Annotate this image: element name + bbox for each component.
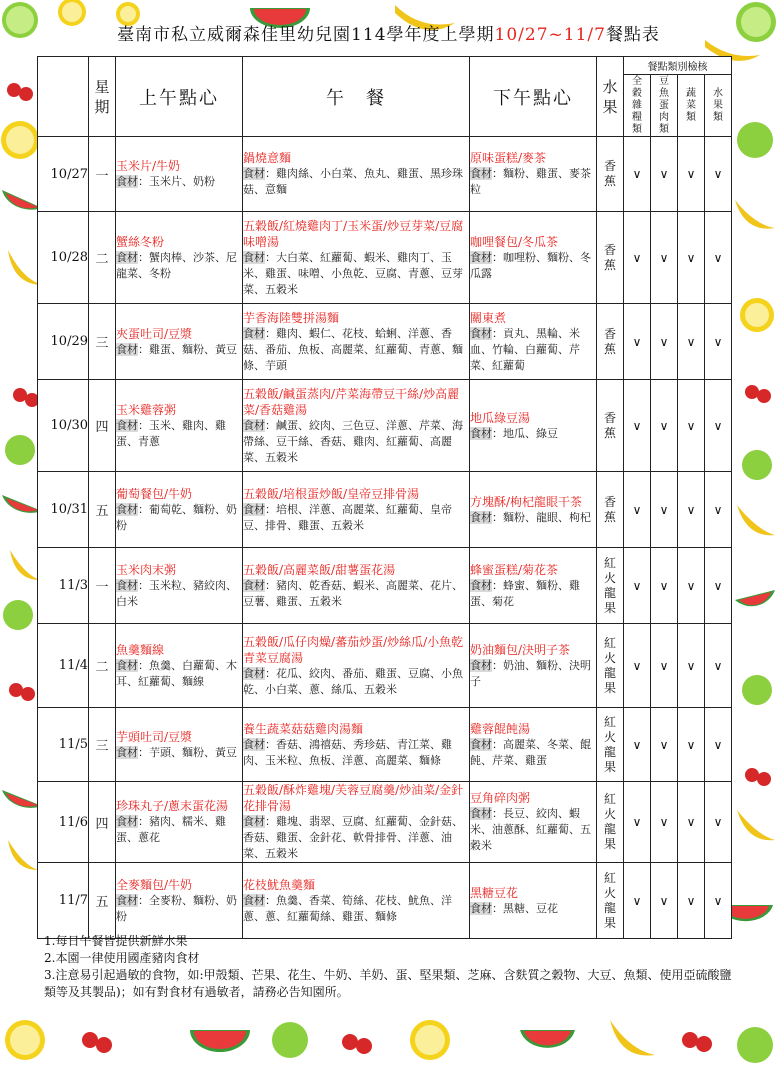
cherry-icon [745, 768, 771, 786]
banana-icon [610, 1020, 655, 1056]
ingredient-label: 食材 [470, 326, 492, 340]
morning-snack-cell [116, 212, 243, 304]
fruit-cell: 紅火龍果 [597, 863, 624, 939]
date-cell: 11/6 [38, 782, 89, 863]
cherry-icon [9, 683, 35, 701]
check-grains: ∨ [624, 212, 651, 304]
header-check-group: 餐點類別檢核 [624, 57, 732, 75]
banana-icon [737, 505, 775, 535]
table-row [38, 304, 732, 380]
check-grains: ∨ [624, 863, 651, 939]
morning-ingredients: 食材：玉米粒、豬絞肉、白米 [116, 578, 237, 608]
morning-dish: 蟹絲冬粉 [116, 234, 165, 249]
table-row [38, 708, 732, 782]
lunch-cell [243, 708, 470, 782]
lunch-ingredients: 食材：魚羹、香菜、筍絲、花枝、魷魚、洋蔥、蔥、紅蘿蔔絲、雞蛋、麵條 [243, 893, 452, 923]
afternoon-ingredients: 食材：黑糖、豆花 [470, 901, 558, 915]
ingredient-label: 食材 [243, 167, 265, 180]
ingredient-label: 食材 [116, 745, 138, 759]
afternoon-snack-cell [470, 472, 597, 548]
check-fruit: ∨ [705, 137, 732, 212]
lunch-ingredients: 食材：香菇、鴻禧菇、秀珍菇、青江菜、雞肉、玉米粒、魚板、洋蔥、高麗菜、麵條 [243, 737, 452, 767]
header-check-fruit: 水果類 [705, 75, 732, 137]
check-protein: ∨ [651, 304, 678, 380]
lunch-dish: 芋香海陸雙拼湯麵 [243, 310, 340, 325]
title-suffix: 餐點表 [605, 25, 660, 45]
morning-ingredients: 食材：葡萄乾、麵粉、奶粉 [116, 502, 237, 532]
watermelon-icon [520, 1030, 575, 1048]
banana-icon [8, 840, 38, 870]
weekday-cell: 一 [89, 548, 116, 624]
ingredient-label: 食材 [116, 175, 138, 188]
afternoon-snack-cell [470, 782, 597, 863]
morning-snack-cell [116, 708, 243, 782]
lemon-icon [1, 121, 39, 159]
afternoon-snack-cell [470, 863, 597, 939]
weekday-cell: 三 [89, 708, 116, 782]
lunch-dish: 五穀飯/紅燒雞肉丁/玉米蛋/炒豆芽菜/豆腐味噌湯 [243, 218, 464, 249]
morning-ingredients: 食材：雞蛋、麵粉、黃豆 [116, 342, 237, 356]
note-item: 1.每日午餐皆提供新鮮水果 [44, 934, 188, 948]
check-protein: ∨ [651, 380, 678, 472]
afternoon-dish: 地瓜綠豆湯 [470, 410, 531, 425]
date-cell: 10/29 [38, 304, 89, 380]
ingredient-label: 食材 [470, 578, 492, 592]
afternoon-snack-cell [470, 304, 597, 380]
cherry-icon [7, 83, 33, 101]
afternoon-snack-cell [470, 548, 597, 624]
afternoon-dish: 雞蓉餛飩湯 [470, 721, 531, 736]
header-fruit: 水果 [597, 57, 624, 137]
cherry-icon [13, 388, 39, 407]
table-row [38, 782, 732, 863]
check-vegetable: ∨ [678, 304, 705, 380]
lunch-dish: 五穀飯/培根蛋炒飯/皇帝豆排骨湯 [243, 486, 420, 501]
lime-icon [742, 450, 772, 480]
note-item: 3.注意易引起過敏的食物，如:甲殼類、芒果、花生、牛奶、羊奶、蛋、堅果類、芝麻、含麩質之穀物、大豆、魚類、使用亞硫酸鹽類等及其製品)；如有對食材有過敏者，請務必告知園所。 [44, 968, 732, 999]
lime-icon [3, 600, 33, 630]
check-vegetable: ∨ [678, 708, 705, 782]
ingredient-label: 食材 [116, 502, 138, 516]
morning-dish: 玉米肉末粥 [116, 562, 177, 577]
fruit-cell: 香蕉 [597, 212, 624, 304]
header-check-grains: 全穀雜糧類 [624, 75, 651, 137]
morning-dish: 芋頭吐司/豆漿 [116, 729, 193, 744]
ingredient-label: 食材 [116, 342, 138, 356]
morning-snack-cell [116, 304, 243, 380]
lunch-cell [243, 548, 470, 624]
check-grains: ∨ [624, 472, 651, 548]
menu-table [37, 56, 732, 939]
notes [44, 933, 734, 1001]
afternoon-ingredients: 食材：地瓜、綠豆 [470, 426, 558, 440]
check-fruit: ∨ [705, 380, 732, 472]
lunch-ingredients: 食材：花瓜、絞肉、番茄、雞蛋、豆腐、小魚乾、小白菜、蔥、絲瓜、五穀米 [243, 666, 463, 696]
weekday-cell: 二 [89, 624, 116, 708]
check-grains: ∨ [624, 782, 651, 863]
ingredient-label: 食材 [243, 326, 265, 340]
lunch-cell [243, 472, 470, 548]
date-cell: 11/3 [38, 548, 89, 624]
table-row [38, 212, 732, 304]
lunch-ingredients: 食材：培根、洋蔥、高麗菜、紅蘿蔔、皇帝豆、排骨、雞蛋、五穀米 [243, 502, 452, 532]
afternoon-dish: 蜂蜜蛋糕/菊花茶 [470, 562, 559, 577]
banana-icon [10, 550, 40, 580]
lunch-dish: 五穀飯/瓜仔肉燥/蕃茄炒蛋/炒絲瓜/小魚乾青菜豆腐湯 [243, 634, 464, 665]
check-protein: ∨ [651, 782, 678, 863]
morning-ingredients: 食材：全麥粉、麵粉、奶粉 [116, 893, 237, 923]
page-title [0, 20, 777, 45]
watermelon-icon [2, 495, 42, 513]
afternoon-dish: 黑糖豆花 [470, 885, 519, 900]
fruit-cell: 香蕉 [597, 137, 624, 212]
afternoon-dish: 原味蛋糕/麥茶 [470, 151, 547, 165]
title-main: 臺南市私立威爾森佳里幼兒園114學年度上學期 [117, 25, 495, 45]
watermelon-icon [2, 190, 42, 210]
check-fruit: ∨ [705, 548, 732, 624]
ingredient-label: 食材 [243, 893, 265, 907]
check-fruit: ∨ [705, 624, 732, 708]
header-afternoon: 下午點心 [470, 57, 597, 137]
cherry-icon [682, 1032, 712, 1052]
ingredient-label: 食材 [116, 250, 138, 264]
watermelon-icon [2, 790, 42, 808]
lunch-dish: 養生蔬菜菇菇雞肉湯麵 [243, 721, 364, 736]
date-cell: 11/7 [38, 863, 89, 939]
lunch-dish: 花枝魷魚羹麵 [243, 877, 316, 892]
check-protein: ∨ [651, 137, 678, 212]
note-item: 2.本園一律使用國產豬肉食材 [44, 951, 200, 965]
lemon-icon [410, 1020, 450, 1060]
banana-icon [735, 200, 775, 229]
morning-ingredients: 食材：蟹肉棒、沙茶、尼龍菜、冬粉 [116, 250, 237, 280]
watermelon-icon [190, 1030, 250, 1052]
header-lunch: 午 餐 [243, 57, 470, 137]
ingredient-label: 食材 [116, 658, 138, 672]
afternoon-ingredients: 食材：奶油、麵粉、決明子 [470, 658, 591, 688]
ingredient-label: 食材 [470, 167, 492, 180]
ingredient-label: 食材 [470, 510, 492, 524]
check-fruit: ∨ [705, 708, 732, 782]
morning-ingredients: 食材：芋頭、麵粉、黃豆 [116, 745, 237, 759]
lunch-ingredients: 食材：雞塊、翡翠、豆腐、紅蘿蔔、金針菇、香菇、雞蛋、金針花、軟骨排骨、洋蔥、油菜、五穀米 [243, 815, 463, 860]
check-fruit: ∨ [705, 212, 732, 304]
morning-snack-cell [116, 380, 243, 472]
lime-icon [737, 122, 773, 158]
lime-icon [5, 435, 35, 465]
afternoon-dish: 豆角碎肉粥 [470, 791, 531, 805]
morning-snack-cell [116, 782, 243, 863]
lime-icon [272, 1022, 308, 1058]
lunch-ingredients: 食材：雞肉絲、小白菜、魚丸、雞蛋、黑珍珠菇、意麵 [243, 167, 463, 196]
ingredient-label: 食材 [470, 426, 492, 440]
fruit-cell: 香蕉 [597, 304, 624, 380]
check-vegetable: ∨ [678, 782, 705, 863]
morning-dish: 玉米片/牛奶 [116, 159, 181, 173]
afternoon-snack-cell [470, 137, 597, 212]
table-row [38, 472, 732, 548]
lunch-ingredients: 食材：鹹蛋、絞肉、三色豆、洋蔥、芹菜、海帶絲、豆干絲、香菇、雞肉、紅蘿蔔、高麗菜、五穀米 [243, 418, 463, 464]
lunch-cell [243, 863, 470, 939]
lime-icon [737, 1027, 773, 1063]
afternoon-ingredients: 食材：貢丸、黑輪、米血、竹輪、白蘿蔔、芹菜、紅蘿蔔 [470, 326, 580, 372]
morning-snack-cell [116, 624, 243, 708]
morning-snack-cell [116, 863, 243, 939]
fruit-cell: 香蕉 [597, 380, 624, 472]
morning-dish: 全麥麵包/牛奶 [116, 877, 193, 892]
morning-dish: 葡萄餐包/牛奶 [116, 486, 193, 501]
check-grains: ∨ [624, 137, 651, 212]
lunch-ingredients: 食材：大白菜、紅蘿蔔、蝦米、雞肉丁、玉米、雞蛋、味噌、小魚乾、豆腐、青蔥、豆芽菜、五穀米 [243, 250, 463, 296]
lunch-dish: 五穀飯/鹹蛋蒸肉/芹菜海帶豆干絲/炒高麗菜/香菇雞湯 [243, 386, 460, 417]
fruit-cell: 紅火龍果 [597, 782, 624, 863]
check-grains: ∨ [624, 548, 651, 624]
check-protein: ∨ [651, 708, 678, 782]
lunch-ingredients: 食材：豬肉、乾香菇、蝦米、高麗菜、花片、豆薯、雞蛋、五穀米 [243, 578, 463, 608]
check-grains: ∨ [624, 708, 651, 782]
afternoon-dish: 方塊酥/枸杞龍眼干茶 [470, 494, 583, 509]
check-vegetable: ∨ [678, 137, 705, 212]
date-cell: 11/4 [38, 624, 89, 708]
date-cell: 10/31 [38, 472, 89, 548]
afternoon-dish: 咖哩餐包/冬瓜茶 [470, 234, 559, 249]
lunch-cell [243, 137, 470, 212]
lemon-icon [5, 1020, 45, 1060]
fruit-cell: 紅火龍果 [597, 624, 624, 708]
date-cell: 10/27 [38, 137, 89, 212]
lunch-cell [243, 380, 470, 472]
afternoon-ingredients: 食材：麵粉、雞蛋、麥茶粒 [470, 167, 591, 196]
morning-ingredients: 食材：玉米、雞肉、雞蛋、青蔥 [116, 418, 226, 448]
lunch-cell [243, 304, 470, 380]
ingredient-label: 食材 [470, 658, 492, 672]
afternoon-ingredients: 食材：咖哩粉、麵粉、冬瓜露 [470, 250, 591, 280]
check-fruit: ∨ [705, 863, 732, 939]
afternoon-snack-cell [470, 624, 597, 708]
morning-snack-cell [116, 472, 243, 548]
afternoon-snack-cell [470, 708, 597, 782]
morning-ingredients: 食材：玉米片、奶粉 [116, 175, 215, 188]
lunch-dish: 五穀飯/高麗菜飯/甜薯蛋花湯 [243, 562, 396, 577]
title-period: 10/27~11/7 [494, 25, 606, 45]
morning-snack-cell [116, 548, 243, 624]
weekday-cell: 四 [89, 380, 116, 472]
check-fruit: ∨ [705, 472, 732, 548]
ingredient-label: 食材 [243, 250, 265, 264]
check-protein: ∨ [651, 548, 678, 624]
check-vegetable: ∨ [678, 863, 705, 939]
header-morning: 上午點心 [116, 57, 243, 137]
weekday-cell: 五 [89, 472, 116, 548]
cherry-icon [745, 385, 771, 403]
lunch-ingredients: 食材：雞肉、蝦仁、花枝、蛤蜊、洋蔥、香菇、番茄、魚板、高麗菜、紅蘿蔔、青蔥、麵條、芋頭 [243, 326, 463, 372]
check-protein: ∨ [651, 863, 678, 939]
table-row [38, 137, 732, 212]
weekday-cell: 二 [89, 212, 116, 304]
check-vegetable: ∨ [678, 548, 705, 624]
lunch-cell [243, 212, 470, 304]
ingredient-label: 食材 [470, 737, 492, 751]
afternoon-dish: 關東煮 [470, 310, 507, 325]
ingredient-label: 食材 [243, 737, 265, 751]
cherry-icon [82, 1032, 112, 1053]
menu-body [38, 137, 732, 939]
check-fruit: ∨ [705, 782, 732, 863]
header-date [38, 57, 89, 137]
check-vegetable: ∨ [678, 380, 705, 472]
table-row [38, 548, 732, 624]
cherry-icon [342, 1034, 372, 1054]
lunch-cell [243, 782, 470, 863]
ingredient-label: 食材 [243, 666, 265, 680]
date-cell: 10/30 [38, 380, 89, 472]
morning-dish: 珍珠丸子/蔥末蛋花湯 [116, 799, 229, 813]
check-grains: ∨ [624, 380, 651, 472]
table-row [38, 624, 732, 708]
fruit-cell: 香蕉 [597, 472, 624, 548]
watermelon-icon [735, 590, 775, 606]
afternoon-ingredients: 食材：長豆、絞肉、蝦米、油蔥酥、紅蘿蔔、五穀米 [470, 807, 591, 852]
check-vegetable: ∨ [678, 624, 705, 708]
ingredient-label: 食材 [470, 807, 492, 820]
check-vegetable: ∨ [678, 472, 705, 548]
weekday-cell: 三 [89, 304, 116, 380]
ingredient-label: 食材 [470, 901, 492, 915]
weekday-cell: 一 [89, 137, 116, 212]
fruit-cell: 紅火龍果 [597, 548, 624, 624]
ingredient-label: 食材 [116, 893, 138, 907]
check-grains: ∨ [624, 624, 651, 708]
header-weekday: 星期 [89, 57, 116, 137]
ingredient-label: 食材 [116, 418, 138, 432]
date-cell: 10/28 [38, 212, 89, 304]
table-row [38, 380, 732, 472]
lunch-cell [243, 624, 470, 708]
afternoon-snack-cell [470, 212, 597, 304]
ingredient-label: 食材 [243, 502, 265, 516]
header-check-vegetable: 蔬菜類 [678, 75, 705, 137]
check-fruit: ∨ [705, 304, 732, 380]
check-grains: ∨ [624, 304, 651, 380]
lunch-dish: 鍋燒意麵 [243, 151, 292, 165]
weekday-cell: 五 [89, 863, 116, 939]
lunch-dish: 五穀飯/酥炸雞塊/芙蓉豆腐羹/炒油菜/金針花排骨湯 [243, 783, 464, 813]
morning-ingredients: 食材：魚羹、白蘿蔔、木耳、紅蘿蔔、麵線 [116, 658, 237, 688]
morning-dish: 魚羹麵線 [116, 642, 165, 657]
afternoon-ingredients: 食材：高麗菜、冬菜、餛飩、芹菜、雞蛋 [470, 737, 591, 767]
morning-dish: 玉米雞蓉粥 [116, 402, 177, 417]
morning-dish: 夾蛋吐司/豆漿 [116, 326, 193, 341]
afternoon-dish: 奶油麵包/決明子茶 [470, 642, 571, 657]
fruit-cell: 紅火龍果 [597, 708, 624, 782]
ingredient-label: 食材 [116, 815, 138, 828]
afternoon-ingredients: 食材：蜂蜜、麵粉、雞蛋、菊花 [470, 578, 580, 608]
table-row [38, 863, 732, 939]
check-protein: ∨ [651, 212, 678, 304]
check-vegetable: ∨ [678, 212, 705, 304]
afternoon-snack-cell [470, 380, 597, 472]
ingredient-label: 食材 [116, 578, 138, 592]
morning-ingredients: 食材：豬肉、糯米、雞蛋、蔥花 [116, 815, 226, 844]
header-check-protein: 豆魚蛋肉類 [651, 75, 678, 137]
morning-snack-cell [116, 137, 243, 212]
lime-icon [742, 675, 772, 705]
lemon-icon [740, 298, 774, 332]
ingredient-label: 食材 [243, 418, 265, 432]
weekday-cell: 四 [89, 782, 116, 863]
ingredient-label: 食材 [243, 578, 265, 592]
check-protein: ∨ [651, 624, 678, 708]
ingredient-label: 食材 [470, 250, 492, 264]
date-cell: 11/5 [38, 708, 89, 782]
afternoon-ingredients: 食材：麵粉、龍眼、枸杞 [470, 510, 591, 524]
banana-icon [737, 810, 775, 840]
ingredient-label: 食材 [243, 815, 265, 828]
check-protein: ∨ [651, 472, 678, 548]
